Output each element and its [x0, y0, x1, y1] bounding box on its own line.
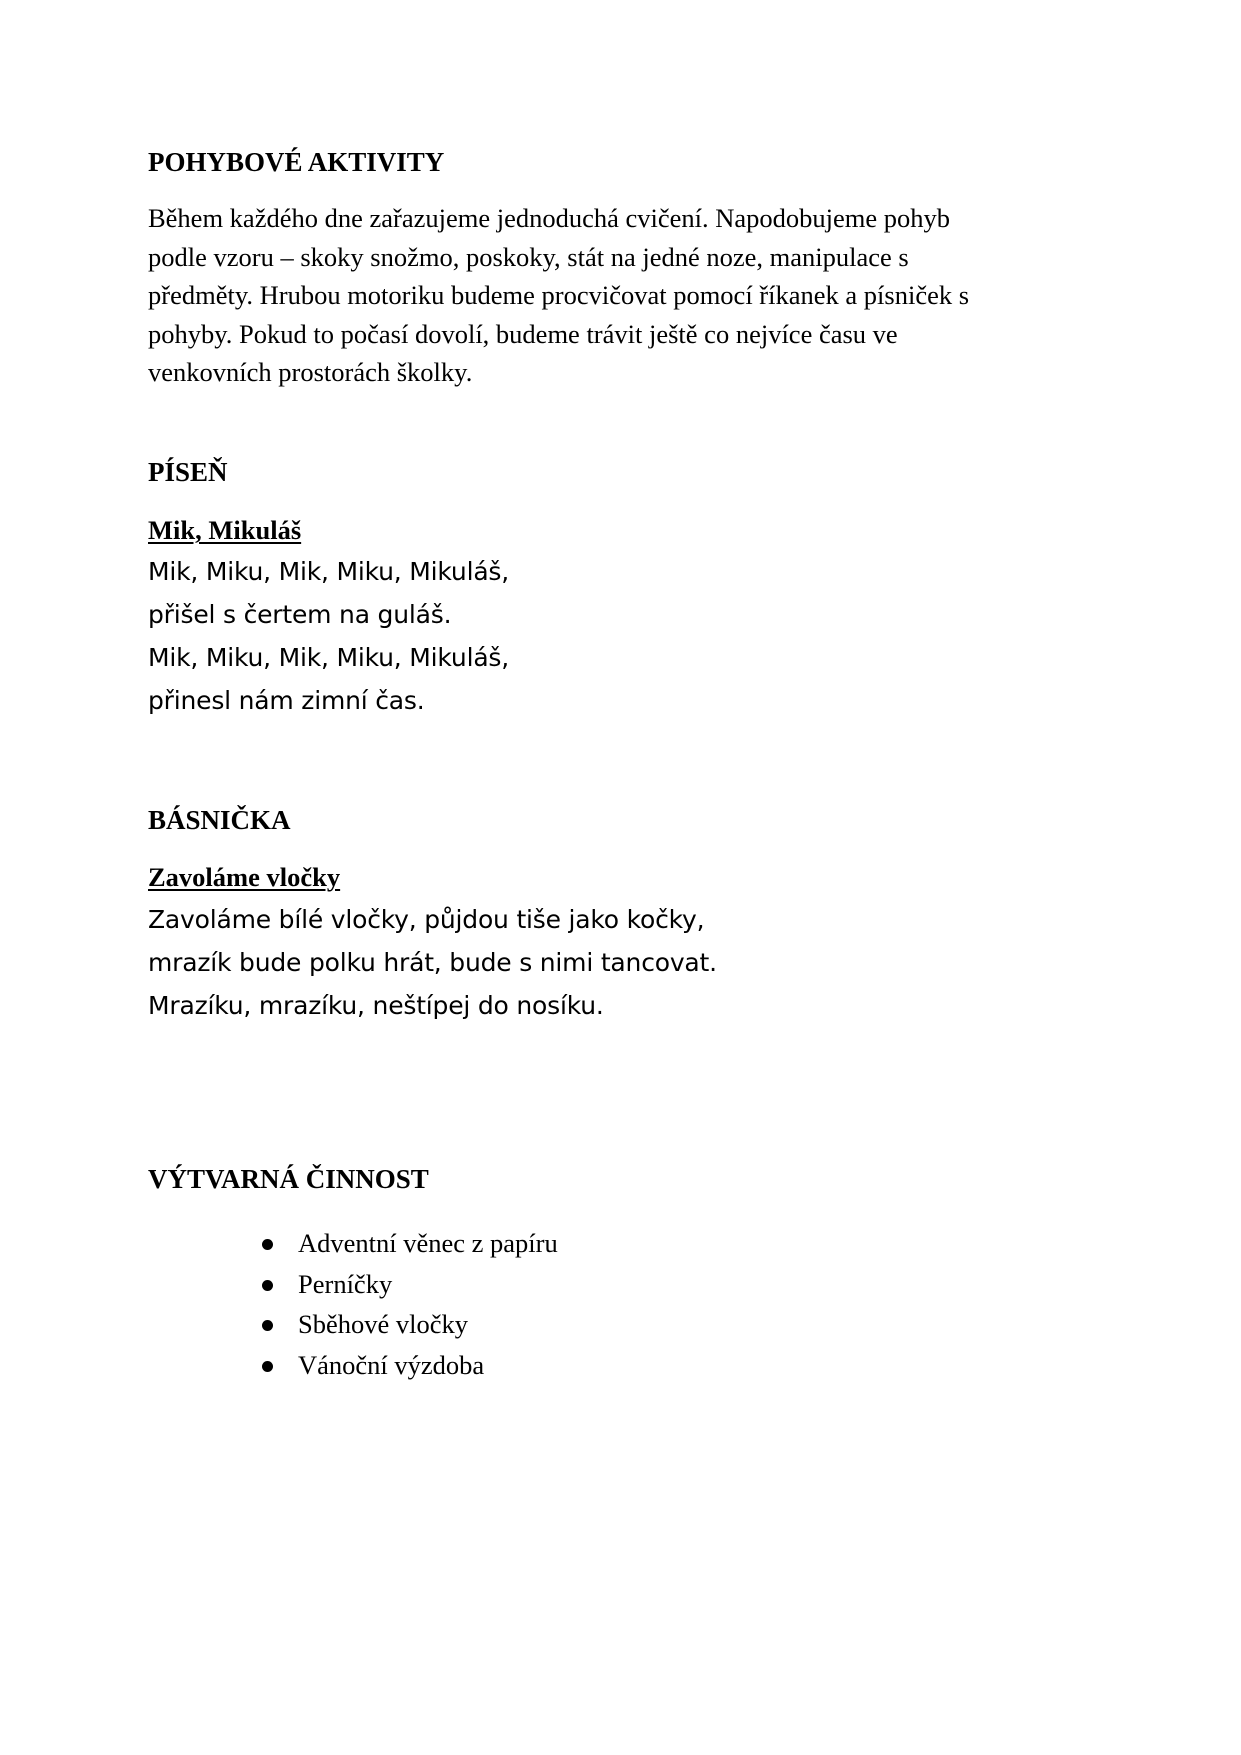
movement-paragraph [148, 199, 1088, 392]
list-item [262, 1304, 558, 1345]
list-item-label: Vánoční výzdoba [298, 1349, 485, 1380]
bullet-icon [262, 1320, 273, 1331]
lyric-line: Mik, Miku, Mik, Miku, Mikuláš, [148, 643, 510, 672]
lyric-line: přišel s čertem na guláš. [148, 600, 452, 629]
list-item-label: Sběhové vločky [298, 1309, 469, 1339]
poem-line: Mrazíku, mrazíku, neštípej do nosíku. [148, 991, 604, 1020]
section-heading-art: VÝTVARNÁ ČINNOST [148, 1164, 429, 1194]
poem-lines [148, 898, 717, 1027]
paragraph-line: předměty. Hrubou motoriku budeme procvičovat pomocí říkanek a písniček s [148, 280, 970, 310]
list-item-label: Adventní věnec z papíru [298, 1228, 558, 1258]
list-item [262, 1223, 558, 1264]
poem-line: Zavoláme bílé vločky, půjdou tiše jako kočky, [148, 905, 705, 934]
lyric-line: Mik, Miku, Mik, Miku, Mikuláš, [148, 557, 510, 586]
paragraph-line: podle vzoru – skoky snožmo, poskoky, stát na jedné noze, manipulace s [148, 241, 909, 272]
paragraph-line: pohyby. Pokud to počasí dovolí, budeme trávit ještě co nejvíce času ve [148, 318, 898, 349]
section-heading-poem: BÁSNIČKA [148, 805, 291, 835]
lyric-line: přinesl nám zimní čas. [148, 686, 425, 715]
song-lyrics [148, 550, 509, 722]
bullet-icon [262, 1280, 273, 1291]
list-item [262, 1345, 558, 1386]
bullet-icon [262, 1239, 273, 1250]
list-item-label: Perníčky [298, 1268, 393, 1299]
paragraph-line: Během každého dne zařazujeme jednoduchá cvičení. Napodobujeme pohyb [148, 203, 951, 233]
art-activity-list [262, 1223, 558, 1385]
song-title: Mik, Mikuláš [148, 515, 302, 545]
poem-line: mrazík bude polku hrát, bude s nimi tancovat. [148, 948, 717, 977]
list-item [262, 1264, 558, 1305]
bullet-icon [262, 1361, 273, 1372]
poem-title: Zavoláme vločky [148, 862, 341, 892]
section-heading-movement: POHYBOVÉ AKTIVITY [148, 147, 445, 177]
paragraph-line: venkovních prostorách školky. [148, 357, 473, 387]
section-heading-song: PÍSEŇ [148, 457, 228, 487]
